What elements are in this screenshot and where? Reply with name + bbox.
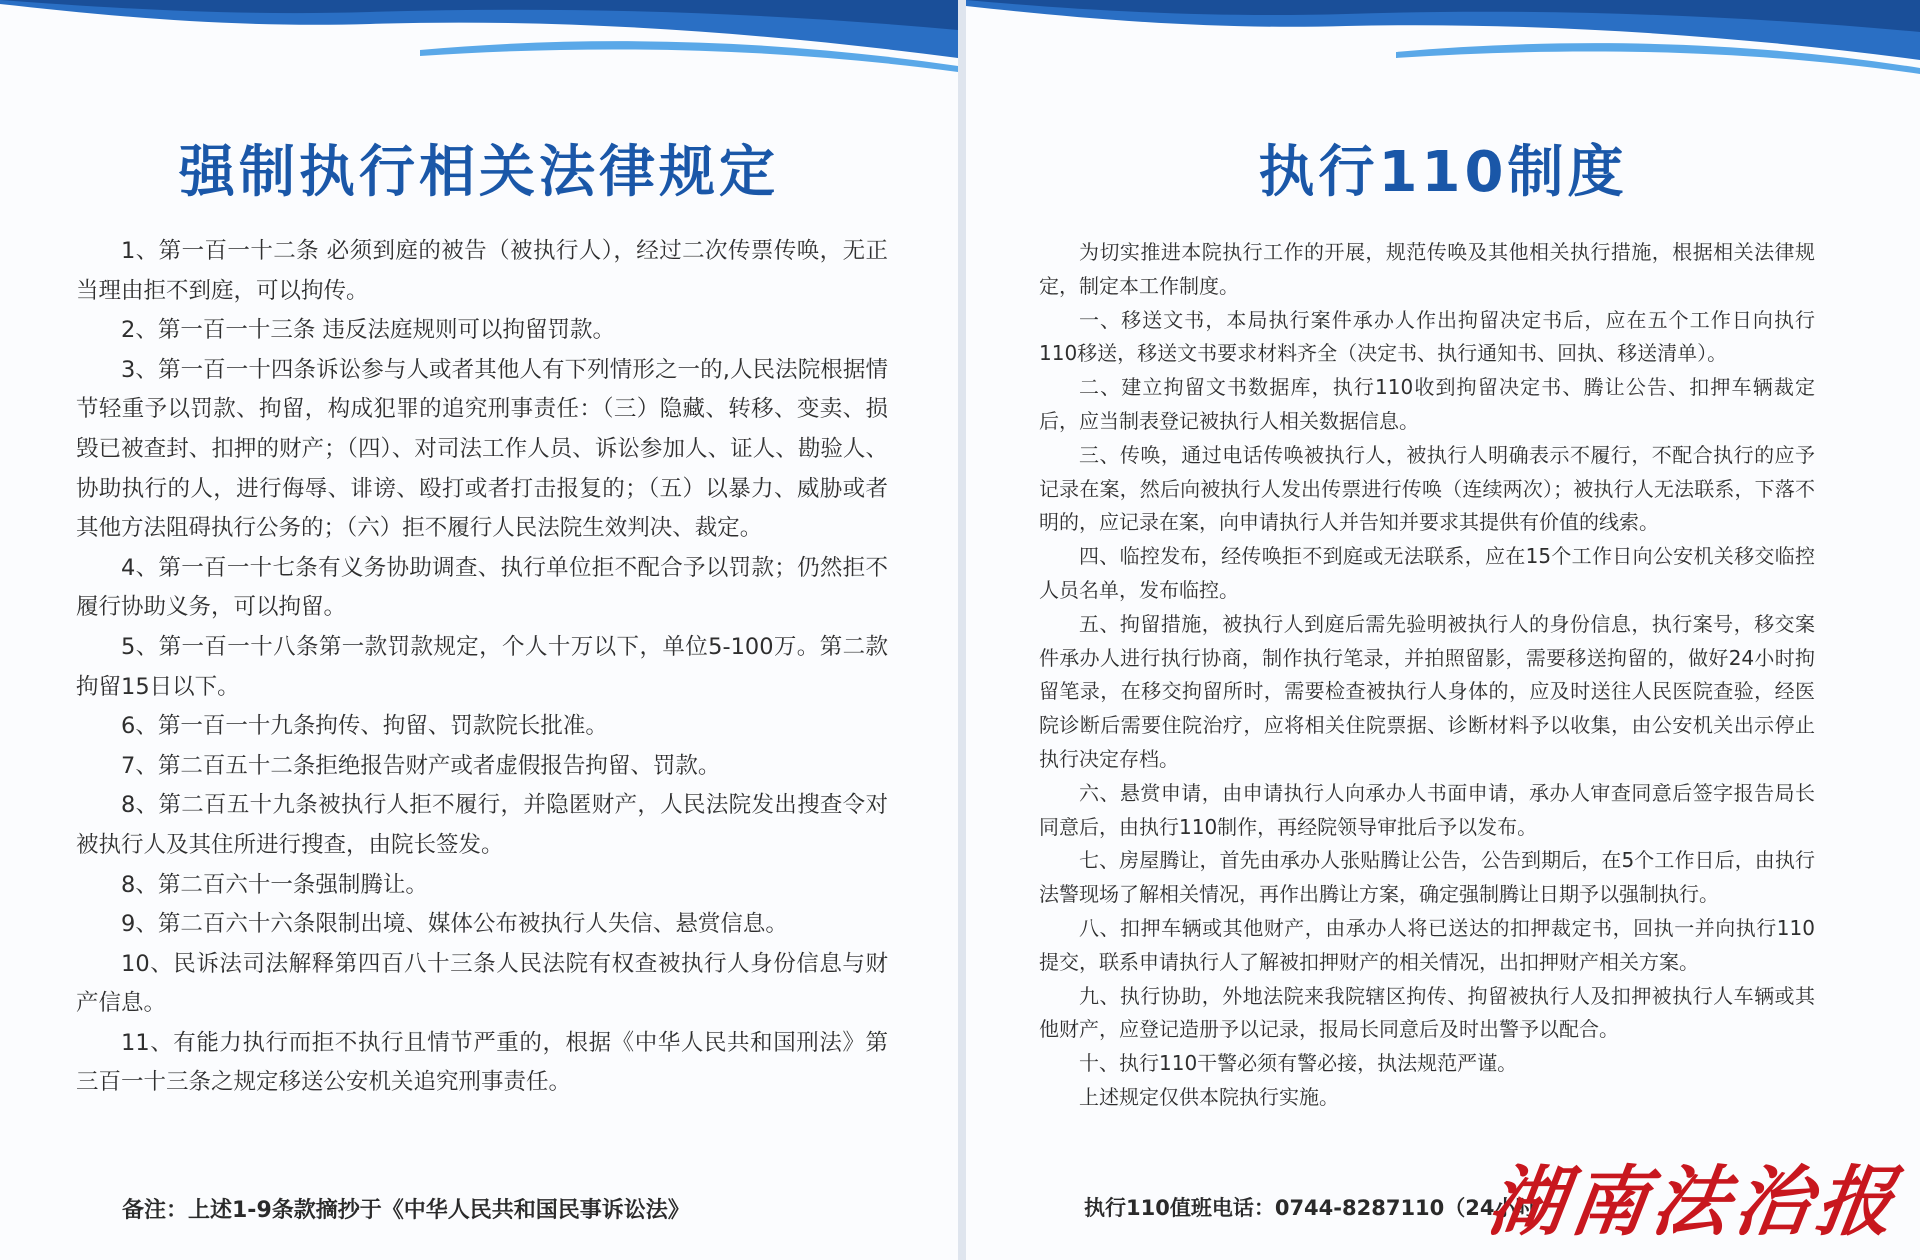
- header-wave-decoration: [966, 0, 1920, 80]
- page-title: 强制执行相关法律规定: [179, 140, 779, 205]
- paragraph: 7、第二百五十二条拒绝报告财产或者虚假报告拘留、罚款。: [121, 752, 721, 779]
- panel-divider: [958, 0, 966, 1260]
- paragraph: 3、第一百一十四条诉讼参与人或者其他人有下列情形之一的,人民法院根据情节轻重予以罚款、拘留，构成犯罪的追究刑事责任：（三）隐藏、转移、变卖、损毁已被查封、扣押的财产；（四）、对司法工作人员、诉讼参加人、证人、勘验人、协助执行的人，进行侮辱、诽谤、殴打或者打击报复的；（五）以暴力、威胁或者其他方法阻碍执行公务的；（六）拒不履行人民法院生效判决、裁定。: [76, 356, 888, 542]
- paragraph: 四、临控发布，经传唤拒不到庭或无法联系，应在15个工作日向公安机关移交临控人员名单，发布临控。: [1039, 544, 1815, 602]
- newspaper-watermark: 湖南法治报: [1482, 1157, 1906, 1246]
- paragraph: 8、第二百五十九条被执行人拒不履行，并隐匿财产，人民法院发出搜查令对被执行人及其住所进行搜查，由院长签发。: [76, 792, 888, 858]
- paragraph: 1、第一百一十二条 必须到庭的被告（被执行人），经过二次传票传唤，无正当理由拒不到庭，可以拘传。: [76, 238, 888, 304]
- left-poster: [0, 0, 958, 1260]
- paragraph: 九、执行协助，外地法院来我院辖区拘传、拘留被执行人及扣押被执行人车辆或其他财产，应登记造册予以记录，报局长同意后及时出警予以配合。: [1039, 983, 1815, 1042]
- paragraph: 六、悬赏申请，由申请执行人向承办人书面申请，承办人审查同意后签字报告局长同意后，由执行110制作，再经院领导审批后予以发布。: [1039, 780, 1815, 839]
- paragraph: 6、第一百一十九条拘传、拘留、罚款院长批准。: [121, 713, 608, 740]
- paragraph: 9、第二百六十六条限制出境、媒体公布被执行人失信、悬赏信息。: [121, 911, 788, 938]
- paragraph: 上述规定仅供本院执行实施。: [1079, 1084, 1339, 1109]
- paragraph: 5、第一百一十八条第一款罚款规定，个人十万以下，单位5-100万。第二款拘留15日以下。: [76, 633, 888, 700]
- paragraph: 为切实推进本院执行工作的开展，规范传唤及其他相关执行措施，根据相关法律规定，制定本工作制度。: [1039, 240, 1815, 298]
- paragraph: 十、执行110干警必须有警必接，执法规范严谨。: [1079, 1051, 1518, 1076]
- paragraph: 八、扣押车辆或其他财产，由承办人将已送达的扣押裁定书，回执一并向执行110提交，联系申请执行人了解被扣押财产的相关情况，出扣押财产相关方案。: [1039, 915, 1815, 974]
- paragraph: 10、民诉法司法解释第四百八十三条人民法院有权查被执行人身份信息与财产信息。: [76, 950, 888, 1017]
- duty-hotline: 执行110值班电话：0744-8287110（24小时: [1084, 1196, 1537, 1220]
- system-rules-list: [1039, 236, 1815, 1115]
- paragraph: 11、有能力执行而拒不执行且情节严重的，根据《中华人民共和国刑法》第三百一十三条之规定移送公安机关追究刑事责任。: [76, 1029, 888, 1096]
- header-wave-decoration: [0, 0, 958, 80]
- paragraph: 4、第一百一十七条有义务协助调查、执行单位拒不配合予以罚款；仍然拒不履行协助义务，可以拘留。: [76, 554, 888, 621]
- right-poster: [966, 0, 1920, 1260]
- paragraph: 8、第二百六十一条强制腾让。: [121, 871, 428, 898]
- regulation-list: [76, 232, 888, 1103]
- paragraph: 一、移送文书，本局执行案件承办人作出拘留决定书后，应在五个工作日向执行110移送，移送文书要求材料齐全（决定书、执行通知书、回执、移送清单）。: [1039, 307, 1815, 366]
- paragraph: 三、传唤，通过电话传唤被执行人，被执行人明确表示不履行，不配合执行的应予记录在案，然后向被执行人发出传票进行传唤（连续两次）；被执行人无法联系，下落不明的，应记录在案，向申请执行人并告知并要求其提供有价值的线索。: [1039, 442, 1815, 535]
- source-note: 备注：上述1-9条款摘抄于《中华人民共和国民事诉讼法》: [122, 1198, 690, 1223]
- paragraph: 二、建立拘留文书数据库，执行110收到拘留决定书、腾让公告、扣押车辆裁定后，应当制表登记被执行人相关数据信息。: [1039, 375, 1815, 433]
- paragraph: 七、房屋腾让，首先由承办人张贴腾让公告，公告到期后，在5个工作日后，由执行法警现场了解相关情况，再作出腾让方案，确定强制腾让日期予以强制执行。: [1039, 848, 1815, 907]
- paragraph: 五、拘留措施，被执行人到庭后需先验明被执行人的身份信息，执行案号，移交案件承办人进行执行协商，制作执行笔录，并拍照留影，需要移送拘留的，做好24小时拘留笔录，在移交拘留所时，需要检查被执行人身体的，应及时送往人民医院查验，经医院诊断后需要住院治疗，应将相关住院票据、诊断材料予以收集，由公安机关出示停止执行决定存档。: [1039, 611, 1815, 771]
- paragraph: 2、第一百一十三条 违反法庭规则可以拘留罚款。: [121, 317, 615, 344]
- page-title: 执行110制度: [1258, 140, 1628, 205]
